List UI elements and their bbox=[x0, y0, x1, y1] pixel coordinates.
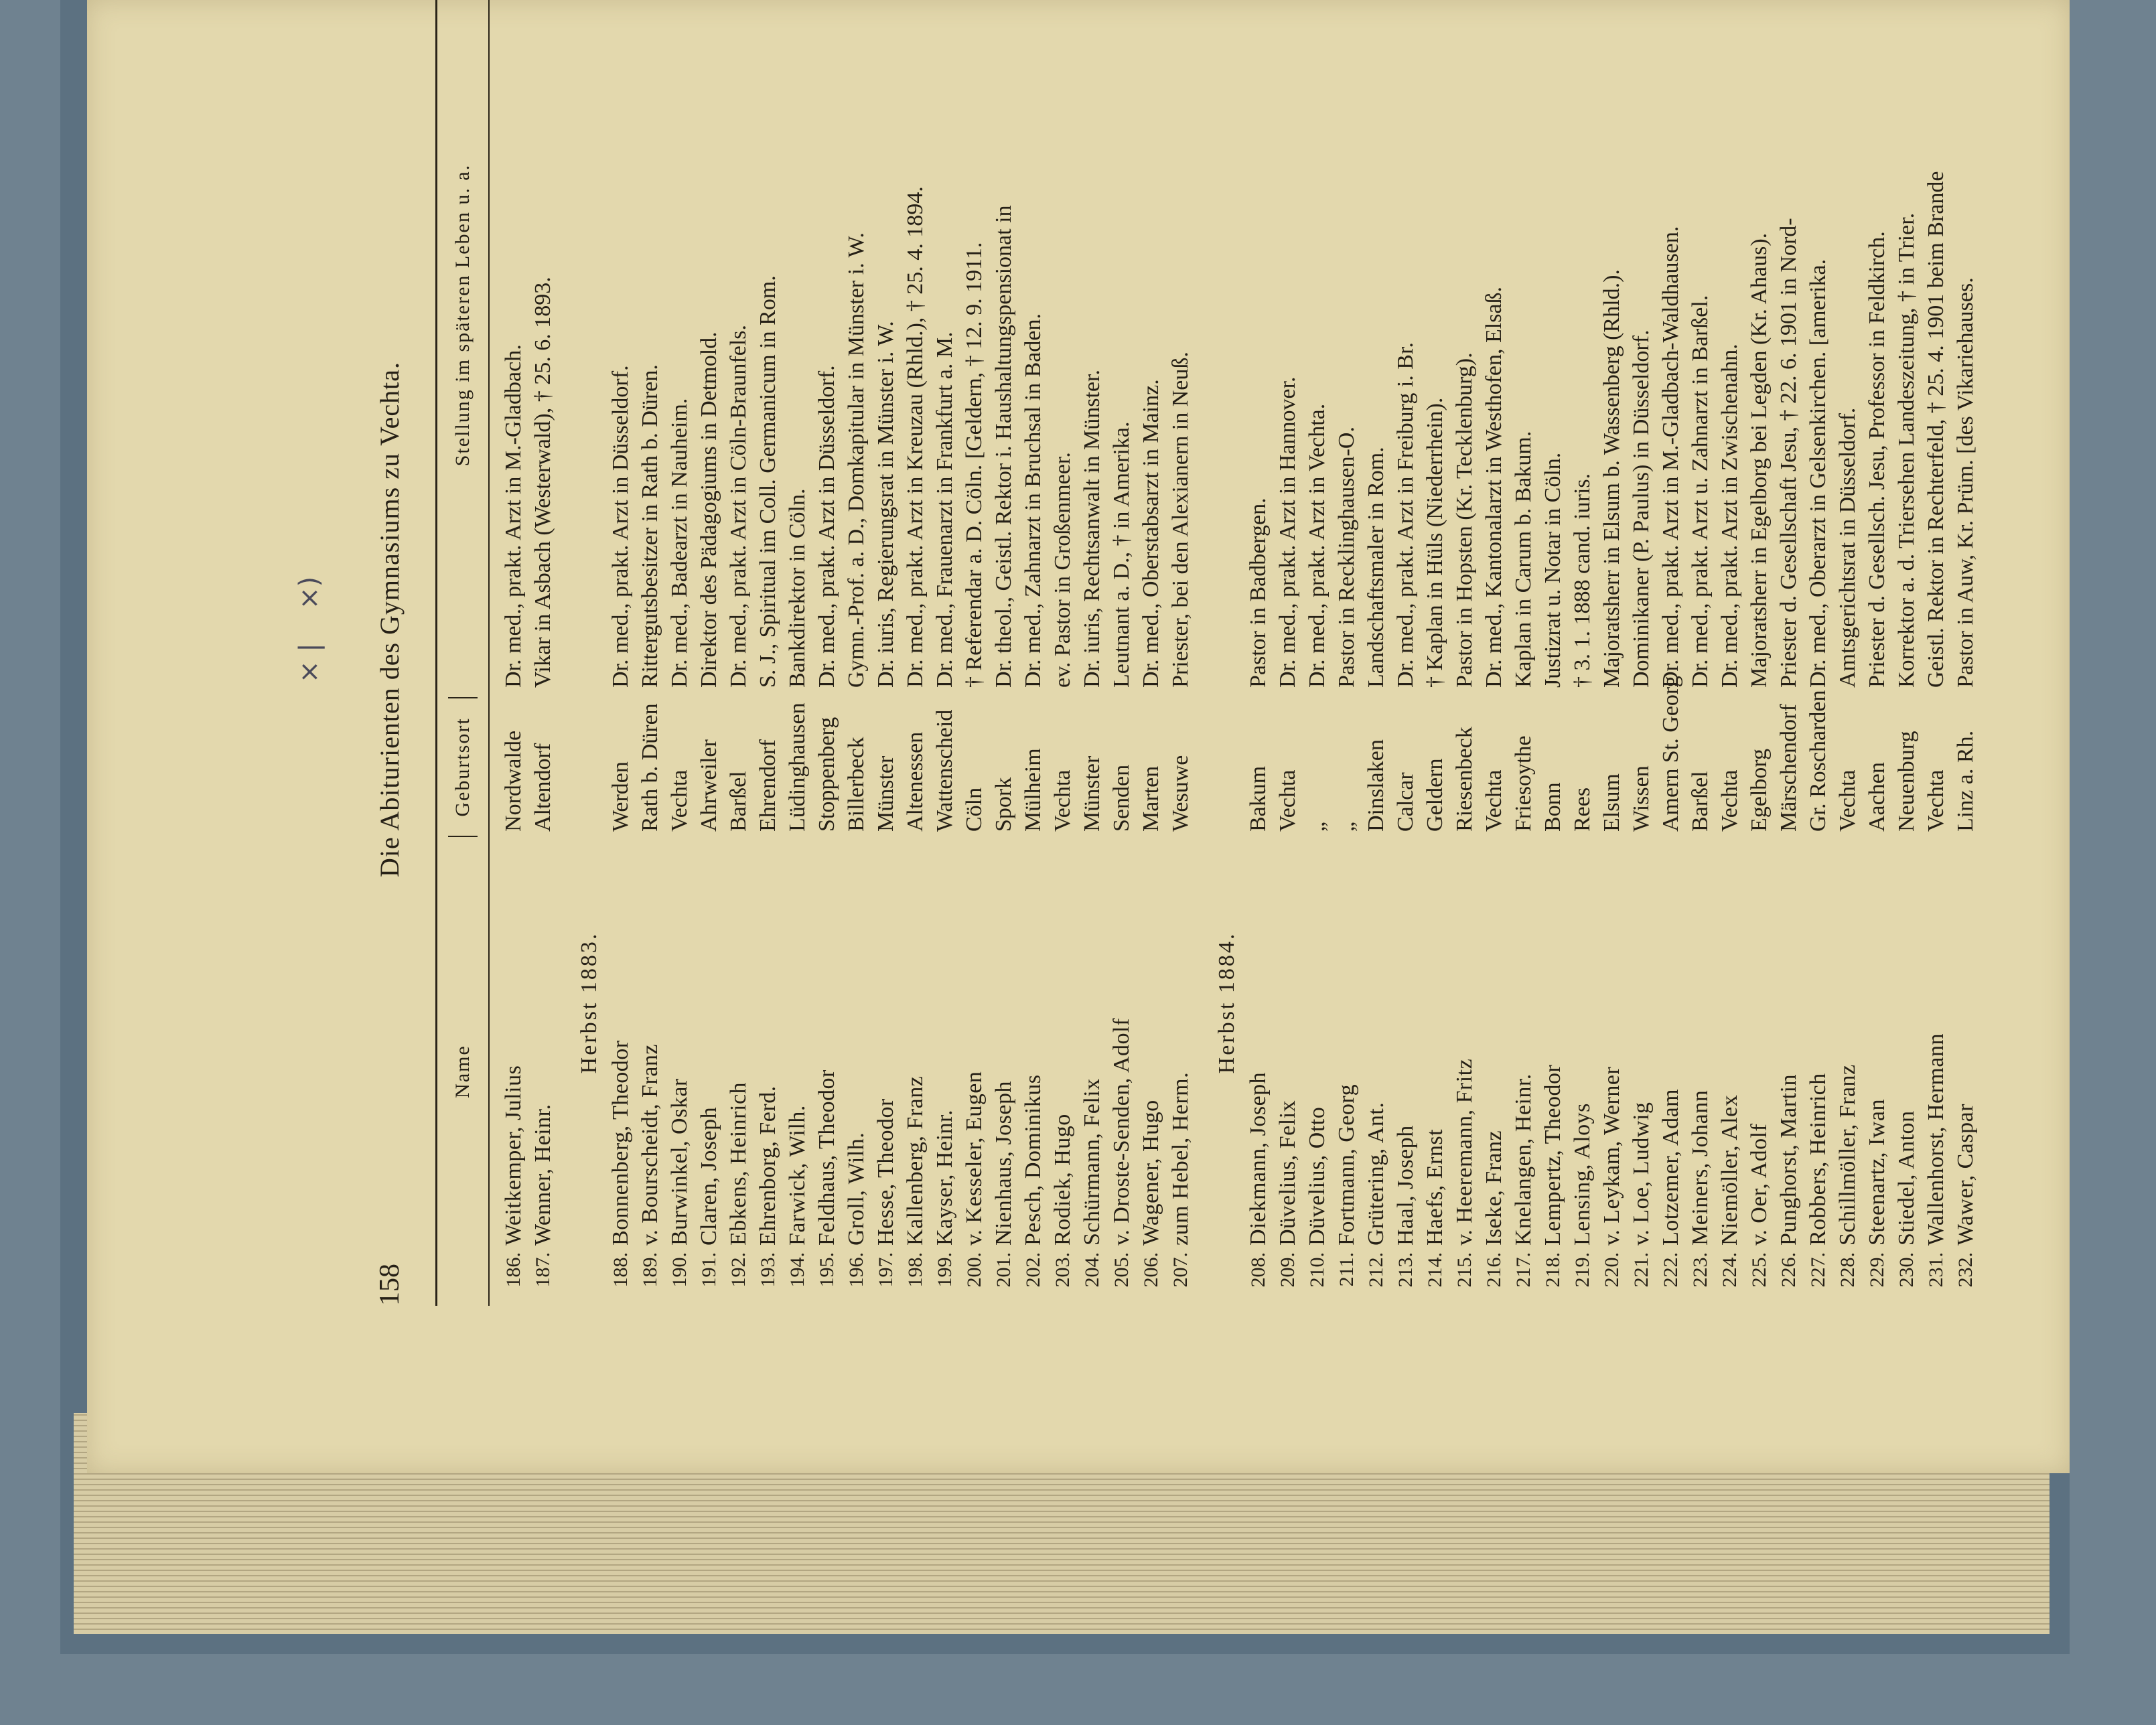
column-header-birthplace: Geburtsort bbox=[448, 697, 478, 836]
graduate-name: v. Kesseler, Eugen bbox=[962, 1071, 987, 1246]
graduate-name: Niemöller, Alex bbox=[1717, 1094, 1742, 1246]
table-row bbox=[1597, 0, 1627, 1306]
table-row bbox=[871, 0, 901, 1306]
later-career: Priester d. Gesellschaft Jesu, † 22. 6. 1901 in Nord- bbox=[1776, 218, 1801, 688]
later-career: Justizrat u. Notar in Cöln. bbox=[1540, 452, 1565, 688]
entry-number: 214. bbox=[1424, 1252, 1446, 1288]
graduate-name: Grütering, Ant. bbox=[1364, 1102, 1388, 1246]
graduate-name: v. Bourscheidt, Franz bbox=[638, 1043, 662, 1246]
table-row bbox=[1450, 0, 1480, 1306]
pencil-mark: × | bbox=[294, 643, 325, 683]
graduate-name: Groll, Wilh. bbox=[844, 1132, 869, 1246]
later-career: Dr. med., Zahnarzt in Bruchsal in Baden. bbox=[1021, 313, 1046, 688]
graduate-name: Diekmann, Joseph bbox=[1246, 1071, 1271, 1246]
entry-number: 202. bbox=[1022, 1252, 1044, 1288]
later-career: Dr. med., prakt. Arzt in M.-Gladbach. bbox=[501, 344, 526, 688]
entry-number: 208. bbox=[1247, 1252, 1269, 1288]
table-row bbox=[1686, 0, 1715, 1306]
birthplace: Ehrendorf bbox=[756, 739, 780, 832]
later-career: Majoratsherr in Elsum b. Wassenberg (Rhld.). bbox=[1599, 269, 1624, 688]
graduate-name: Wallenhorst, Hermann bbox=[1924, 1033, 1948, 1246]
entry-number: 189. bbox=[639, 1252, 661, 1288]
page-number: 158 bbox=[374, 1264, 405, 1306]
birthplace: Barßel bbox=[1688, 771, 1713, 832]
birthplace: Rath b. Düren bbox=[638, 703, 662, 832]
table-row bbox=[930, 0, 960, 1306]
birthplace: Wattenscheid bbox=[932, 709, 957, 832]
graduate-name: Meiners, Johann bbox=[1688, 1090, 1713, 1246]
table-row bbox=[1107, 0, 1137, 1306]
birthplace: Wissen bbox=[1629, 765, 1654, 832]
birthplace: Münster bbox=[873, 755, 898, 832]
entry-number: 205. bbox=[1110, 1252, 1133, 1288]
section-heading: Herbst 1883. bbox=[577, 931, 601, 1074]
table-header bbox=[435, 0, 490, 1306]
later-career: Majoratsherr in Egelborg bei Legden (Kr. Ahaus). bbox=[1747, 232, 1772, 688]
later-career: Dr. theol., Geistl. Rektor i. Haushaltungspensionat in bbox=[991, 205, 1016, 688]
book-page bbox=[87, 0, 2070, 1473]
later-career: Dr. med., Oberarzt in Gelsenkirchen. [amerika. bbox=[1806, 258, 1830, 688]
graduate-name: Robbers, Heinrich bbox=[1806, 1073, 1830, 1246]
later-career: Korrektor a. d. Triersehen Landeszeitung, † in Trier. bbox=[1894, 212, 1919, 688]
entry-number: 212. bbox=[1365, 1252, 1387, 1288]
birthplace: Mülheim bbox=[1021, 748, 1046, 832]
later-career: Dr. med., Badearzt in Nauheim. bbox=[667, 398, 692, 688]
graduate-name: Fortmann, Georg bbox=[1334, 1083, 1359, 1246]
birthplace: Marten bbox=[1139, 765, 1163, 832]
birthplace: Amern St. Georg bbox=[1658, 676, 1683, 832]
later-career: Priester, bei den Alexianern in Neuß. bbox=[1168, 352, 1193, 688]
entry-number: 223. bbox=[1689, 1252, 1711, 1288]
graduate-name: zum Hebel, Herm. bbox=[1168, 1071, 1193, 1246]
birthplace: Neuenburg bbox=[1894, 731, 1919, 832]
graduate-name: Lensing, Aloys bbox=[1570, 1103, 1595, 1246]
birthplace: Friesoythe bbox=[1511, 735, 1536, 832]
graduate-name: Hesse, Theodor bbox=[873, 1098, 898, 1246]
table-row bbox=[812, 0, 842, 1306]
graduate-name: Bonnenberg, Theodor bbox=[608, 1040, 633, 1246]
later-career: Kaplan in Carum b. Bakum. bbox=[1511, 431, 1536, 688]
entry-number: 199. bbox=[934, 1252, 956, 1288]
birthplace: Vechta bbox=[1275, 769, 1300, 832]
later-career: S. J., Spiritual im Coll. Germanicum in Rom. bbox=[756, 275, 780, 688]
later-career: Dr. med., prakt. Arzt in Hannover. bbox=[1275, 376, 1300, 688]
graduate-name: Farwick, Wilh. bbox=[785, 1105, 810, 1246]
table-row bbox=[1332, 0, 1362, 1306]
later-career: Pastor in Hopsten (Kr. Tecklenburg). bbox=[1452, 352, 1477, 688]
birthplace: Senden bbox=[1109, 764, 1134, 832]
birthplace: Egelborg bbox=[1747, 748, 1772, 832]
later-career: Dr. iuris, Regierungsrat in Münster i. W. bbox=[873, 321, 898, 688]
table-row bbox=[1048, 0, 1078, 1306]
table-row bbox=[665, 0, 695, 1306]
table-row bbox=[724, 0, 753, 1306]
entry-number: 186. bbox=[502, 1252, 524, 1288]
later-career: Vikar in Asbach (Westerwald), † 25. 6. 1893. bbox=[530, 277, 555, 688]
later-career: Geistl. Rektor in Rechterfeld, † 25. 4. 1901 beim Brande bbox=[1924, 171, 1948, 688]
entry-number: 215. bbox=[1453, 1252, 1476, 1288]
birthplace: Bakum bbox=[1246, 765, 1271, 832]
entry-number: 188. bbox=[609, 1252, 632, 1288]
graduate-name: Ehrenborg, Ferd. bbox=[756, 1085, 780, 1246]
birthplace: Dinslaken bbox=[1364, 739, 1388, 832]
entry-number: 196. bbox=[845, 1252, 867, 1288]
graduate-name: Rodiek, Hugo bbox=[1050, 1114, 1075, 1246]
table-row bbox=[695, 0, 724, 1306]
later-career: † Kaplan in Hüls (Niederrhein). bbox=[1423, 397, 1447, 688]
later-career: Pastor in Recklinghausen-O. bbox=[1334, 427, 1359, 688]
entry-number: 227. bbox=[1807, 1252, 1829, 1288]
graduate-name: Lempertz, Theodor bbox=[1540, 1064, 1565, 1246]
graduate-name: v. Droste-Senden, Adolf bbox=[1109, 1018, 1134, 1246]
entry-number: 192. bbox=[727, 1252, 749, 1288]
birthplace: Nordwalde bbox=[501, 730, 526, 832]
entry-number: 190. bbox=[668, 1252, 691, 1288]
entry-number: 194. bbox=[786, 1252, 808, 1288]
page-title: Die Abiturienten des Gymnasiums zu Vechta. bbox=[374, 362, 405, 878]
entry-number: 222. bbox=[1660, 1252, 1682, 1288]
later-career: Landschaftsmaler in Rom. bbox=[1364, 447, 1388, 688]
birthplace: Calcar bbox=[1393, 772, 1418, 832]
graduate-name: Feldhaus, Theodor bbox=[814, 1069, 839, 1246]
table-row bbox=[1421, 0, 1450, 1306]
entry-number: 219. bbox=[1571, 1252, 1593, 1288]
later-career: Dr. med., Kantonalarzt in Westhofen, Elsaß. bbox=[1482, 286, 1506, 688]
rotated-page-content bbox=[294, 0, 2116, 1306]
birthplace: Gr. Roscharden bbox=[1806, 690, 1830, 832]
later-career: Dr. med., prakt. Arzt in Kreuzau (Rhld.), † 25. 4. 1894. bbox=[903, 186, 928, 688]
entry-number: 226. bbox=[1778, 1252, 1800, 1288]
table-row bbox=[989, 0, 1019, 1306]
birthplace: „ bbox=[1305, 821, 1329, 832]
entry-number: 232. bbox=[1954, 1252, 1977, 1288]
graduate-name: Haal, Joseph bbox=[1393, 1125, 1418, 1246]
table-row bbox=[842, 0, 871, 1306]
entry-number: 211. bbox=[1336, 1252, 1358, 1287]
birthplace: Aachen bbox=[1865, 762, 1889, 832]
birthplace: Ahrweiler bbox=[697, 739, 721, 832]
entry-number: 228. bbox=[1837, 1252, 1859, 1288]
later-career: Dr. iuris, Rechtsanwalt in Münster. bbox=[1080, 369, 1104, 688]
graduate-name: Nienhaus, Joseph bbox=[991, 1081, 1016, 1246]
table-row bbox=[499, 0, 528, 1306]
later-career: Dr. med., prakt. Arzt in Zwischenahn. bbox=[1717, 344, 1742, 688]
graduate-name: Düvelius, Otto bbox=[1305, 1106, 1329, 1246]
later-career: Amtsgerichtsrat in Düsseldorf. bbox=[1835, 407, 1860, 688]
later-career: Pastor in Auw, Kr. Prüm. [des Vikariehauses. bbox=[1953, 277, 1978, 688]
later-career: Dr. med., Oberstabsarzt in Mainz. bbox=[1139, 379, 1163, 688]
entry-number: 221. bbox=[1630, 1252, 1652, 1288]
later-career: Direktor des Pädagogiums in Detmold. bbox=[697, 331, 721, 688]
table-row bbox=[783, 0, 812, 1306]
birthplace: Bonn bbox=[1540, 782, 1565, 832]
entry-number: 230. bbox=[1895, 1252, 1918, 1288]
birthplace: Spork bbox=[991, 777, 1016, 832]
section-heading: Herbst 1884. bbox=[1214, 931, 1239, 1074]
birthplace: „ bbox=[1334, 821, 1359, 832]
table-row bbox=[1078, 0, 1107, 1306]
entry-number: 193. bbox=[757, 1252, 779, 1288]
graduate-name: v. Heeremann, Fritz bbox=[1452, 1058, 1477, 1246]
graduate-name: Wenner, Heinr. bbox=[530, 1104, 555, 1246]
later-career: Pastor in Badbergen. bbox=[1246, 498, 1271, 688]
table-row bbox=[1244, 0, 1273, 1306]
later-career: Dr. med., prakt. Arzt u. Zahnarzt in Barßel. bbox=[1688, 295, 1713, 688]
birthplace: Elsum bbox=[1599, 773, 1624, 832]
entry-number: 207. bbox=[1169, 1252, 1192, 1288]
birthplace: Vechta bbox=[1482, 769, 1506, 832]
birthplace: Märschendorf bbox=[1776, 704, 1801, 832]
entry-number: 203. bbox=[1052, 1252, 1074, 1288]
entry-number: 197. bbox=[875, 1252, 897, 1288]
table-row bbox=[1922, 0, 1951, 1306]
table-row bbox=[1509, 0, 1538, 1306]
later-career: Dr. med., prakt. Arzt in Vechta. bbox=[1305, 403, 1329, 688]
birthplace: Vechta bbox=[1050, 769, 1075, 832]
birthplace: Vechta bbox=[1835, 769, 1860, 832]
birthplace: Riesenbeck bbox=[1452, 727, 1477, 832]
birthplace: Wesuwe bbox=[1168, 755, 1193, 832]
entry-number: 216. bbox=[1483, 1252, 1505, 1288]
later-career: † 3. 1. 1888 cand. iuris. bbox=[1570, 473, 1595, 688]
graduate-name: Wawer, Caspar bbox=[1953, 1104, 1978, 1246]
table-row bbox=[1166, 0, 1196, 1306]
entry-number: 195. bbox=[816, 1252, 838, 1288]
table-row bbox=[1715, 0, 1745, 1306]
graduate-name: v. Loe, Ludwig bbox=[1629, 1102, 1654, 1246]
graduate-name: Weitkemper, Julius bbox=[501, 1065, 526, 1246]
graduate-name: Pesch, Dominikus bbox=[1021, 1074, 1046, 1246]
table-row bbox=[1627, 0, 1656, 1306]
graduate-name: Knelangen, Heinr. bbox=[1511, 1073, 1536, 1246]
graduate-name: Kallenberg, Franz bbox=[903, 1075, 928, 1246]
birthplace: Billerbeck bbox=[844, 737, 869, 832]
table-row bbox=[1019, 0, 1048, 1306]
table-body bbox=[490, 0, 1981, 1306]
table-row bbox=[1568, 0, 1597, 1306]
table-row bbox=[636, 0, 665, 1306]
graduate-name: Düvelius, Felix bbox=[1275, 1100, 1300, 1246]
graduate-name: v. Oer, Adolf bbox=[1747, 1123, 1772, 1246]
entry-number: 229. bbox=[1866, 1252, 1888, 1288]
birthplace: Werden bbox=[608, 761, 633, 832]
birthplace: Vechta bbox=[1717, 769, 1742, 832]
graduate-name: Iseke, Franz bbox=[1482, 1130, 1506, 1246]
table-row bbox=[1774, 0, 1804, 1306]
birthplace: Geldern bbox=[1423, 758, 1447, 832]
column-header-name: Name bbox=[448, 836, 478, 1306]
entry-number: 206. bbox=[1140, 1252, 1162, 1288]
later-career: Dr. med., prakt. Arzt in M.-Gladbach-Waldhausen. bbox=[1658, 226, 1683, 688]
birthplace: Altendorf bbox=[530, 743, 555, 832]
entry-number: 213. bbox=[1394, 1252, 1417, 1288]
table-row bbox=[1863, 0, 1892, 1306]
page-header bbox=[375, 0, 415, 1306]
later-career: ev. Pastor in Großenmeer. bbox=[1050, 452, 1075, 688]
entry-number: 231. bbox=[1925, 1252, 1947, 1288]
graduate-name: Stiedel, Anton bbox=[1894, 1110, 1919, 1246]
graduate-name: Steenartz, Iwan bbox=[1865, 1099, 1889, 1246]
section-gap bbox=[558, 0, 573, 1306]
entry-number: 217. bbox=[1512, 1252, 1534, 1288]
birthplace: Münster bbox=[1080, 755, 1104, 832]
graduate-name: Kayser, Heinr. bbox=[932, 1110, 957, 1246]
birthplace: Vechta bbox=[1924, 769, 1948, 832]
entry-number: 218. bbox=[1542, 1252, 1564, 1288]
table-row bbox=[1656, 0, 1686, 1306]
later-career: Rittergutsbesitzer in Rath b. Düren. bbox=[638, 364, 662, 688]
table-row bbox=[1137, 0, 1166, 1306]
table-row bbox=[1391, 0, 1421, 1306]
birthplace: Vechta bbox=[667, 769, 692, 832]
later-career: Priester d. Gesellsch. Jesu, Professor in Feldkirch. bbox=[1865, 231, 1889, 688]
later-career: Dominikaner (P. Paulus) in Düsseldorf. bbox=[1629, 329, 1654, 688]
entry-number: 198. bbox=[904, 1252, 926, 1288]
table-row bbox=[606, 0, 636, 1306]
graduate-name: Schillmöller, Franz bbox=[1835, 1064, 1860, 1246]
birthplace: Lüdinghausen bbox=[785, 702, 810, 832]
entry-number: 201. bbox=[993, 1252, 1015, 1288]
later-career: Dr. med., prakt. Arzt in Düsseldorf. bbox=[814, 365, 839, 688]
table-row bbox=[901, 0, 930, 1306]
graduate-name: Burwinkel, Oskar bbox=[667, 1078, 692, 1246]
graduate-name: Schürmann, Felix bbox=[1080, 1078, 1104, 1246]
graduates-table bbox=[435, 0, 1981, 1306]
table-row bbox=[1892, 0, 1922, 1306]
later-career: Dr. med., Frauenarzt in Frankfurt a. M. bbox=[932, 331, 957, 688]
birthplace: Cöln bbox=[962, 787, 987, 832]
table-row bbox=[960, 0, 989, 1306]
graduate-name: Haefs, Ernst bbox=[1423, 1128, 1447, 1246]
later-career: Dr. med., prakt. Arzt in Freiburg i. Br. bbox=[1393, 342, 1418, 688]
graduate-name: Ebkens, Heinrich bbox=[726, 1081, 751, 1246]
entry-number: 204. bbox=[1081, 1252, 1103, 1288]
section-gap bbox=[1196, 0, 1210, 1306]
entry-number: 209. bbox=[1277, 1252, 1299, 1288]
later-career: Leutnant a. D., † in Amerika. bbox=[1109, 421, 1134, 688]
table-row bbox=[753, 0, 783, 1306]
graduate-name: Claren, Joseph bbox=[697, 1106, 721, 1246]
entry-number: 191. bbox=[698, 1252, 720, 1288]
column-header-career: Stellung im späteren Leben u. a. bbox=[451, 163, 474, 467]
graduate-name: Wagener, Hugo bbox=[1139, 1100, 1163, 1246]
later-career: Gymn.-Prof. a. D., Domkapitular in Münster i. W. bbox=[844, 232, 869, 688]
birthplace: Linz a. Rh. bbox=[1953, 730, 1978, 832]
birthplace: Stoppenberg bbox=[814, 717, 839, 832]
later-career: Dr. med., prakt. Arzt in Cöln-Braunfels. bbox=[726, 324, 751, 688]
later-career: Dr. med., prakt. Arzt in Düsseldorf. bbox=[608, 365, 633, 688]
later-career: † Referendar a. D. Cöln. [Geldern, † 12. 9. 1911. bbox=[962, 242, 987, 688]
graduate-name: Lotzemer, Adam bbox=[1658, 1088, 1683, 1246]
table-row bbox=[1804, 0, 1833, 1306]
entry-number: 200. bbox=[963, 1252, 985, 1288]
table-row bbox=[1745, 0, 1774, 1306]
birthplace: Altenessen bbox=[903, 731, 928, 832]
graduate-name: Punghorst, Martin bbox=[1776, 1074, 1801, 1246]
entry-number: 224. bbox=[1719, 1252, 1741, 1288]
pencil-mark: ×) bbox=[294, 576, 325, 609]
birthplace: Barßel bbox=[726, 771, 751, 832]
table-row bbox=[528, 0, 558, 1306]
entry-number: 220. bbox=[1601, 1252, 1623, 1288]
table-row bbox=[1833, 0, 1863, 1306]
entry-number: 210. bbox=[1306, 1252, 1328, 1288]
graduate-name: v. Leykam, Werner bbox=[1599, 1066, 1624, 1246]
table-row bbox=[1951, 0, 1981, 1306]
table-row bbox=[1362, 0, 1391, 1306]
table-row bbox=[1538, 0, 1568, 1306]
table-row bbox=[1303, 0, 1332, 1306]
table-row bbox=[1480, 0, 1509, 1306]
later-career: Bankdirektor in Cöln. bbox=[785, 488, 810, 688]
entry-number: 187. bbox=[532, 1252, 554, 1288]
table-row bbox=[1273, 0, 1303, 1306]
birthplace: Rees bbox=[1570, 787, 1595, 832]
entry-number: 225. bbox=[1748, 1252, 1770, 1288]
